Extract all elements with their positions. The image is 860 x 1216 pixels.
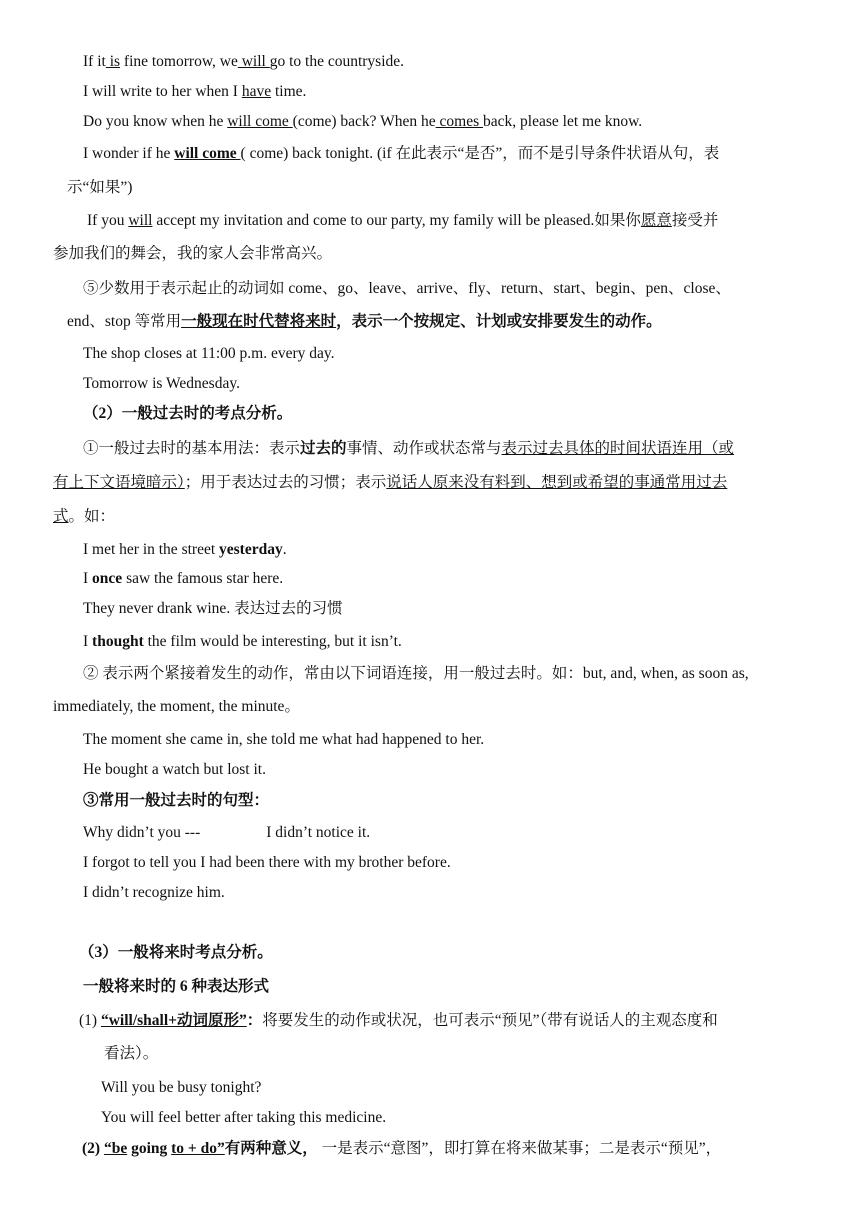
text: 接受并 (671, 212, 719, 229)
text: . (282, 541, 287, 558)
bold-text: yesterday (219, 541, 283, 558)
text: I wonder if he (83, 145, 175, 162)
underlined-text: will come (227, 113, 293, 130)
text: time. (271, 83, 307, 100)
underlined-text: comes (435, 113, 484, 130)
example-sentence (87, 211, 718, 231)
paragraph-line (83, 439, 734, 459)
bold-text: ，表示一个按规定、计划或安排要发生的动作。 (336, 313, 662, 330)
text: I (83, 633, 93, 650)
example-sentence (83, 823, 370, 843)
example-sentence: He bought a watch but lost it. (83, 761, 266, 778)
underlined-text: will come (174, 145, 241, 162)
example-sentence: I didn’t recognize him. (83, 884, 225, 901)
underlined-text: to + do” (171, 1140, 225, 1157)
example-sentence: The shop closes at 11:00 p.m. every day. (83, 345, 335, 362)
text: ( come) back tonight. (if 在此表示“是否”，而不是引导条件状语从句，表 (240, 145, 720, 162)
paragraph-line (53, 507, 115, 527)
bold-text: 过去的 (300, 440, 347, 457)
list-item (82, 1139, 721, 1159)
text: 一是表示“意图”，即打算在将来做某事；二是表示“预见”， (317, 1140, 722, 1157)
text: (2) (82, 1140, 104, 1157)
bold-text: thought (92, 633, 144, 650)
text: saw the famous star here. (122, 570, 284, 587)
underlined-text: have (241, 83, 272, 100)
underlined-text: 有上下文语境暗示） (53, 474, 185, 491)
paragraph-line: ⑤少数用于表示起止的动词如 come、go、leave、arrive、fly、return、start、begin、pen、close、 (83, 280, 731, 297)
text: go to the countryside. (269, 53, 405, 70)
section-heading: （2）一般过去时的考点分析。 (83, 405, 293, 422)
underlined-text: is (105, 53, 121, 70)
paragraph-line: 看法）。 (104, 1045, 159, 1062)
bold-text: 有两种意义， (224, 1140, 318, 1157)
example-sentence: They never drank wine. 表达过去的习惯 (83, 600, 343, 617)
text: fine tomorrow, we (120, 53, 238, 70)
text: the film would be interesting, but it isn’t. (143, 633, 402, 650)
underlined-text: 表示过去具体的时间状语连用（或 (501, 440, 735, 457)
text: ；用于表达过去的习惯；表示 (184, 474, 387, 491)
subheading: ③常用一般过去时的句型： (83, 792, 270, 809)
underlined-text: “be (103, 1140, 128, 1157)
paragraph-line: ② 表示两个紧接着发生的动作，常由以下词语连接，用一般过去时。如：but, and, when, as soon as, (83, 665, 749, 682)
text: 事情、动作或状态常与 (346, 440, 502, 457)
example-sentence (83, 82, 306, 102)
text: ①一般过去时的基本用法：表示 (83, 440, 301, 457)
underlined-text: 一般现在时代替将来时 (181, 313, 337, 330)
text: I will write to her when I (83, 83, 242, 100)
underlined-text: “will/shall+动词原形” (100, 1012, 247, 1029)
paragraph-line: 参加我们的舞会，我的家人会非常高兴。 (53, 245, 333, 262)
example-sentence: Tomorrow is Wednesday. (83, 375, 240, 392)
example-sentence (83, 569, 283, 589)
text: I didn’t notice it. (266, 824, 371, 841)
example-sentence: Will you be busy tonight? (101, 1079, 262, 1096)
bold-text: going (127, 1140, 172, 1157)
example-sentence (83, 112, 642, 132)
text: (1) (79, 1012, 101, 1029)
underlined-text: will (237, 53, 270, 70)
underlined-text: 式 (53, 508, 69, 525)
paragraph-line (67, 312, 662, 332)
example-sentence (83, 632, 402, 652)
text: back, please let me know. (483, 113, 643, 130)
paragraph-line (53, 473, 727, 493)
example-sentence: I forgot to tell you I had been there with my brother before. (83, 854, 451, 871)
section-heading: （3）一般将来时考点分析。 (79, 944, 273, 961)
subheading: 一般将来时的 6 种表达形式 (83, 978, 270, 995)
example-sentence (83, 52, 404, 72)
text: I met her in the street (83, 541, 220, 558)
text: Do you know when he (83, 113, 228, 130)
example-sentence (83, 144, 719, 164)
underlined-text: 说话人原来没有料到、想到或希望的事通常用过去 (386, 474, 728, 491)
underlined-text: will (128, 212, 153, 229)
example-sentence (83, 540, 287, 560)
text: I (83, 570, 93, 587)
text: Why didn’t you --- (83, 824, 201, 841)
list-item: (1) “will/shall+动词原形”：将要发生的动作或状况，也可表示“预见”（带有说话人的主观态度和 (79, 1012, 718, 1029)
text: 将要发生的动作或状况，也可表示“预见”（带有说话人的主观态度和 (262, 1012, 718, 1029)
text: end、stop 等常用 (67, 313, 182, 330)
text: If it (83, 53, 106, 70)
underlined-text: 愿意 (640, 212, 672, 229)
example-sentence: You will feel better after taking this medicine. (101, 1109, 387, 1126)
text: accept my invitation and come to our party, my family will be pleased.如果你 (152, 212, 641, 229)
paragraph-line: immediately, the moment, the minute。 (53, 698, 300, 715)
text: If you (87, 212, 129, 229)
text: (come) back? When he (292, 113, 436, 130)
paragraph-line: 示“如果”) (67, 179, 133, 196)
text: 。如： (68, 508, 116, 525)
bold-text: once (92, 570, 123, 587)
example-sentence: The moment she came in, she told me what had happened to her. (83, 731, 485, 748)
